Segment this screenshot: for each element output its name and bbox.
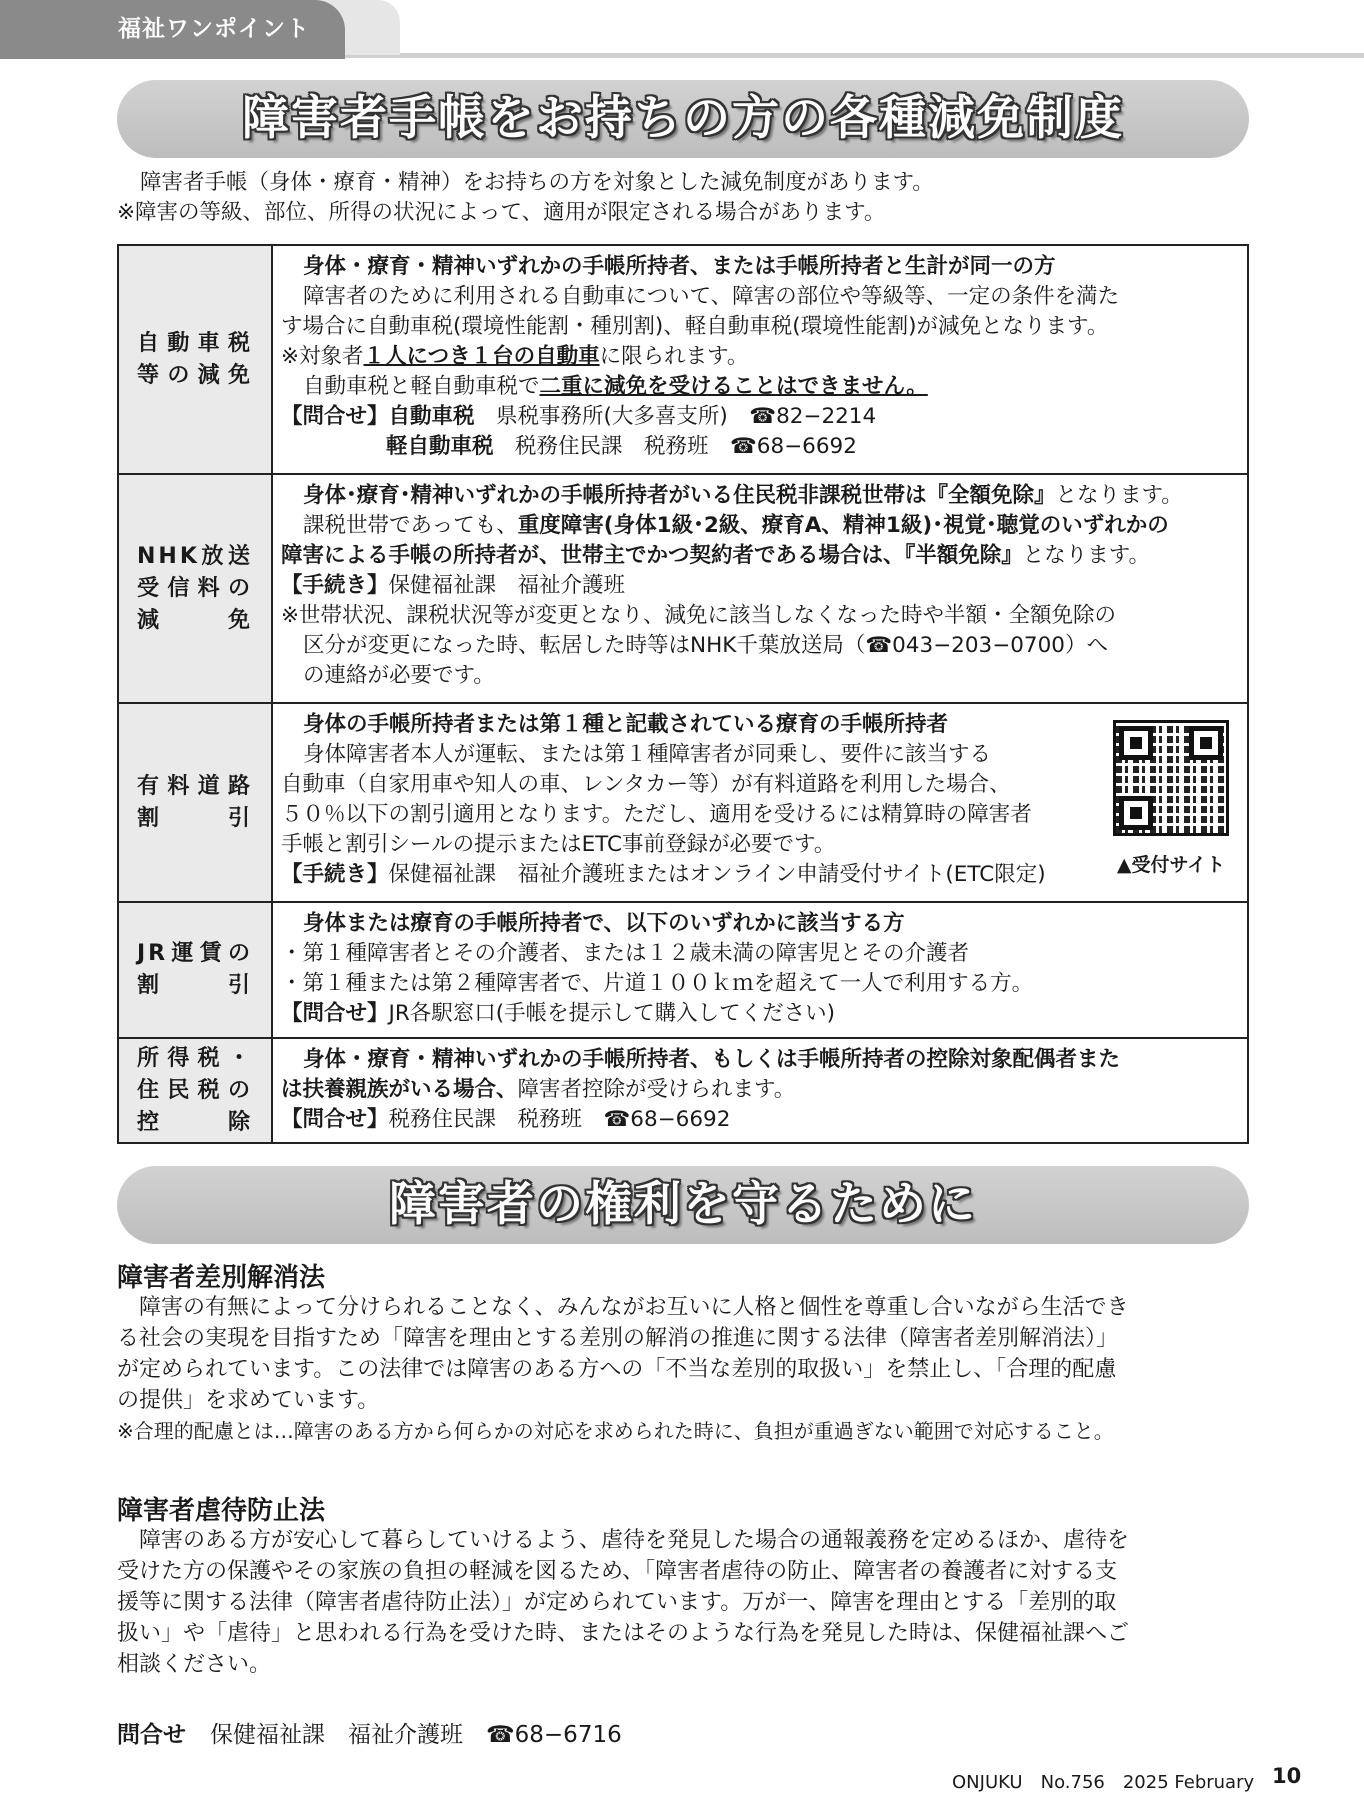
emphasis: 二重に減免を受けることはできません。: [539, 374, 928, 399]
body-line: 扱い」や「虐待」と思われる行為を受けた時、またはそのような行為を発見した時は、保健福祉課へご: [117, 1621, 1130, 1646]
row-label-line: NHK放送: [137, 543, 253, 569]
row-content: [272, 703, 1248, 902]
section2-banner: [117, 1166, 1249, 1244]
table-row-jr: [118, 902, 1248, 1038]
body-line: る社会の実現を目指すため「障害を理由とする差別の解消の推進に関する法律（障害者差別解消法）」: [117, 1326, 1119, 1351]
content-line: [281, 541, 1241, 571]
law1-note: ※合理的配慮とは…障害のある方から何らかの対応を求められた時に、負担が重過ぎない範囲で対応すること。: [117, 1419, 1114, 1443]
contact-line: [281, 1105, 1241, 1135]
row-label-line: 住民税の: [137, 1077, 253, 1103]
contact-text: 保健福祉課 福祉介護班 ☎68−6716: [210, 1722, 622, 1748]
contact-label: 軽自動車税: [386, 434, 494, 459]
contact-text: 県税事務所(大多喜支所) ☎82−2214: [474, 404, 877, 429]
qr-code-icon[interactable]: [1113, 720, 1229, 836]
eligibility: 身体の手帳所持者または第１種と記載されている療育の手帳所持者: [303, 712, 949, 737]
row-label-line: JR運賃の: [137, 941, 253, 966]
text: に限られます。: [599, 344, 749, 369]
table-row-tax: [118, 1038, 1248, 1143]
content-line: ・第１種または第２種障害者で、片道１００ｋｍを超えて一人で利用する方。: [281, 971, 1034, 996]
content-line: [281, 1075, 1241, 1105]
row-label-line: 受信料の: [137, 575, 253, 601]
emphasis: 障害による手帳の所持者が、世帯主でかつ契約者である場合は、『半額免除』: [281, 543, 1023, 568]
procedure-text: 保健福祉課 福祉介護班: [388, 573, 626, 598]
body-line: 相談ください。: [117, 1652, 272, 1677]
intro-line-2: ※障害の等級、部位、所得の状況によって、適用が限定される場合があります。: [117, 200, 886, 225]
contact-line: [281, 999, 1241, 1029]
content-line: 手帳と割引シールの提示またはETC事前登録が必要です。: [281, 832, 836, 857]
qr-caption: ▲受付サイト: [1116, 854, 1226, 876]
row-content: [272, 902, 1248, 1038]
row-label-line: 割 引: [137, 805, 253, 831]
contact-label: 【問合せ】自動車税: [281, 404, 475, 429]
qr-block: [1111, 720, 1231, 880]
relief-table: [117, 244, 1249, 1144]
emphasis: 重度障害(身体1級･2級、療育A、精神1級)･視覚･聴覚のいずれかの: [517, 513, 1169, 538]
eligibility: [281, 481, 1241, 511]
procedure-line: [281, 571, 1241, 601]
row-content: [272, 1038, 1248, 1143]
row-label-line: 減 免: [137, 607, 253, 633]
content-line: 区分が変更になった時、転居した時等はNHK千葉放送局（☎043−203−0700）へ: [303, 633, 1108, 658]
content-line: 自動車（自家用車や知人の車、レンタカー等）が有料道路を利用した場合、: [281, 772, 1011, 797]
section1-title: 障害者手帳をお持ちの方の各種減免制度: [242, 91, 1124, 146]
contact-label: 【問合せ】: [281, 1107, 389, 1132]
contact-line: [117, 1720, 622, 1750]
content-line: ※世帯状況、課税状況等が変更となり、減免に該当しなくなった時や半額・全額免除の: [281, 603, 1117, 628]
intro-line-1: 障害者手帳（身体・療育・精神）をお持ちの方を対象とした減免制度があります。: [140, 170, 934, 195]
text: となります。: [1022, 543, 1151, 568]
content-line: の連絡が必要です。: [303, 663, 495, 688]
contact-label: 問合せ: [117, 1722, 186, 1748]
emphasis: は扶養親族がいる場合、: [281, 1077, 518, 1102]
contact-line: [281, 432, 1241, 462]
row-label-line: 有料道路: [137, 773, 253, 799]
header-tab: 福祉ワンポイント: [0, 0, 345, 59]
body-line: の提供」を求めています。: [117, 1388, 380, 1413]
row-label: [118, 1038, 272, 1143]
law1-heading: 障害者差別解消法: [117, 1263, 326, 1293]
page-number: 10: [1272, 1764, 1302, 1788]
eligibility: 身体・療育・精神いずれかの手帳所持者、または手帳所持者と生計が同一の方: [303, 254, 1056, 279]
table-row-toll: [118, 703, 1248, 902]
emphasis: 身体･療育･精神いずれかの手帳所持者がいる住民税非課税世帯は『全額免除』: [303, 483, 1056, 508]
content-line: [281, 511, 1241, 541]
contact-line: [281, 402, 1241, 432]
contact-text: 税務住民課 税務班 ☎68−6692: [388, 1107, 731, 1132]
content-line: ５０％以下の割引適用となります。ただし、適用を受けるには精算時の障害者: [281, 802, 1032, 827]
content-line: [281, 342, 1241, 372]
procedure-line: [281, 860, 1241, 890]
row-label: [118, 474, 272, 703]
content-line: ・第１種障害者とその介護者、または１２歳未満の障害児とその介護者: [281, 941, 970, 966]
law2-heading: 障害者虐待防止法: [117, 1496, 326, 1526]
row-label-line: 割 引: [137, 973, 253, 998]
table-row-car-tax: [118, 245, 1248, 474]
row-content: [272, 474, 1248, 703]
body-line: 障害のある方が安心して暮らしていけるよう、虐待を発見した場合の通報義務を定めるほか、虐待を: [139, 1528, 1130, 1553]
row-label: [118, 245, 272, 474]
contact-text: 税務住民課 税務班 ☎68−6692: [493, 434, 857, 459]
text: となります。: [1055, 483, 1183, 508]
row-label: [118, 703, 272, 902]
body-line: 障害の有無によって分けられることなく、みんながお互いに人格と個性を尊重し合いながら生活でき: [139, 1295, 1129, 1320]
body-line: 受けた方の保護やその家族の負担の軽減を図るため、「障害者虐待の防止、障害者の養護者に対する支: [117, 1559, 1118, 1584]
content-line: 身体障害者本人が運転、または第１種障害者が同乗し、要件に該当する: [303, 742, 992, 767]
eligibility: 身体または療育の手帳所持者で、以下のいずれかに該当する方: [303, 911, 905, 936]
content-line: [281, 372, 1241, 402]
row-label-line: 等の減免: [137, 362, 253, 388]
contact-text: JR各駅窓口(手帳を提示して購入してください): [388, 1001, 836, 1026]
footer-issue: ONJUKU No.756 2025 February: [952, 1772, 1255, 1793]
section2-title: 障害者の権利を守るために: [389, 1177, 977, 1232]
table-row-nhk: [118, 474, 1248, 703]
row-label-line: 控 除: [137, 1109, 253, 1135]
law2-body: [117, 1525, 1249, 1680]
row-label: [118, 902, 272, 1038]
text: 課税世帯であっても、: [303, 513, 518, 538]
text: ※対象者: [281, 344, 364, 369]
procedure-label: 【手続き】: [281, 862, 389, 887]
emphasis: １人につき１台の自動車: [363, 344, 600, 369]
text: 自動車税と軽自動車税で: [303, 374, 540, 399]
text: 障害者控除が受けられます。: [517, 1077, 796, 1102]
content-line: 障害者のために利用される自動車について、障害の部位や等級等、一定の条件を満た: [303, 284, 1120, 309]
contact-label: 【問合せ】: [281, 1001, 389, 1026]
procedure-text: 保健福祉課 福祉介護班またはオンライン申請受付サイト(ETC限定): [388, 862, 1046, 887]
content-line: す場合に自動車税(環境性能割・種別割)、軽自動車税(環境性能割)が減免となります。: [281, 314, 1109, 339]
procedure-label: 【手続き】: [281, 573, 389, 598]
row-label-line: 自動車税: [137, 330, 253, 356]
body-line: 援等に関する法律（障害者虐待防止法）」が定められています。万が一、障害を理由とする「差別的取: [117, 1590, 1117, 1615]
body-line: が定められています。この法律では障害のある方への「不当な差別的取扱い」を禁止し、「合理的配慮: [117, 1357, 1117, 1382]
row-content: [272, 245, 1248, 474]
section1-banner: [117, 80, 1249, 158]
eligibility: 身体・療育・精神いずれかの手帳所持者、もしくは手帳所持者の控除対象配偶者また: [303, 1047, 1121, 1072]
law1-body: [117, 1292, 1249, 1447]
row-label-line: 所得税・: [137, 1045, 253, 1071]
